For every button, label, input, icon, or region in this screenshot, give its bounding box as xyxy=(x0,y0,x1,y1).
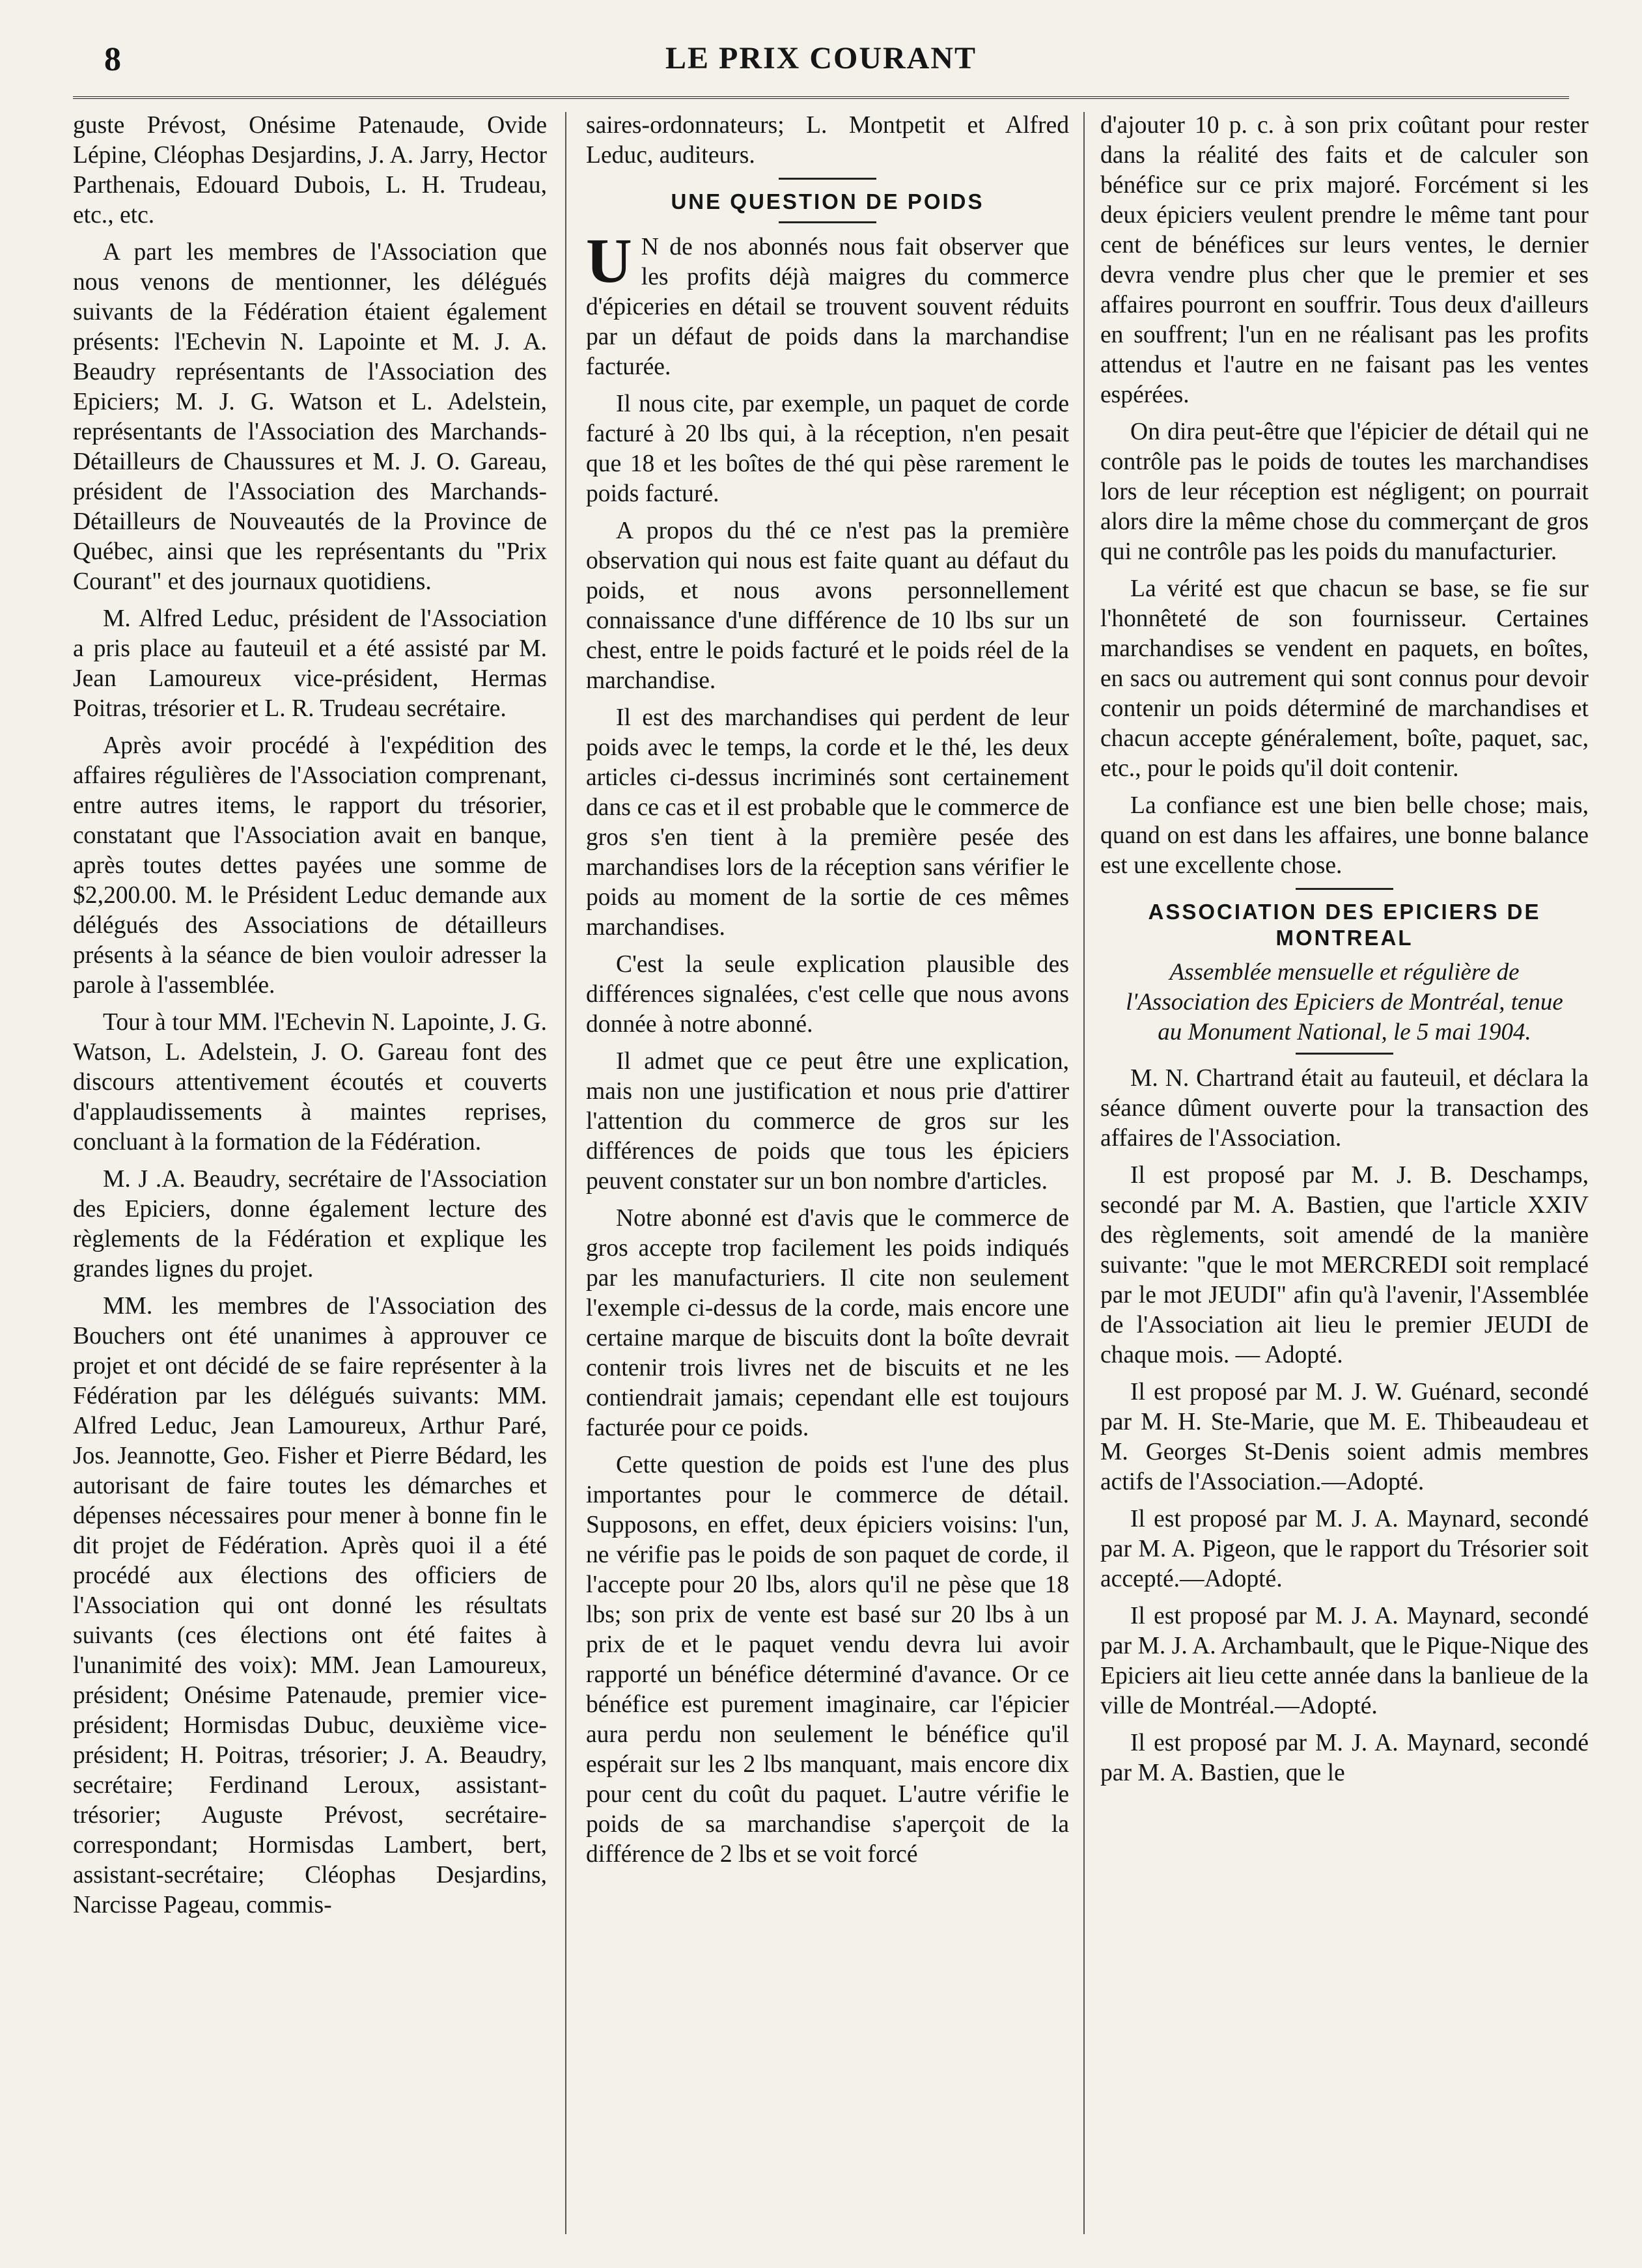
journal-title: LE PRIX COURANT xyxy=(665,41,977,76)
section-divider xyxy=(1296,888,1393,890)
section-divider xyxy=(779,221,876,223)
column-left xyxy=(73,111,547,2230)
column-middle xyxy=(586,111,1069,2230)
paragraph: Il est proposé par M. J. A. Maynard, secondé par M. A. Pigeon, que le rapport du Trésorier soit accepté.—Adopté. xyxy=(1100,1506,1589,1592)
paragraph: guste Prévost, Onésime Patenaude, Ovide Lépine, Cléophas Desjardins, J. A. Jarry, Hector Parthenais, Edouard Dubois, L. H. Trudeau, etc., etc. xyxy=(73,112,547,228)
paragraph: saires-ordonnateurs; L. Montpetit et Alfred Leduc, auditeurs. xyxy=(586,112,1069,169)
column-rule xyxy=(565,112,566,2234)
paragraph: M. J .A. Beaudry, secrétaire de l'Association des Epiciers, donne également lecture des règlements de la Fédération et explique les grandes lignes du projet. xyxy=(73,1166,547,1282)
paragraph: MM. les membres de l'Association des Bouchers ont été unanimes à approuver ce projet et ont décidé de se faire représenter à la Fédération par les délégués suivants: MM. Alfred Leduc, Jean Lamoureux, Arthur Paré, Jos. Jeannotte, Geo. Fisher et Pierre Bédard, les autorisant de faire toutes les démarches et dépenses nécessaires pour mener à bonne fin le dit projet de Fédération. Après quoi il a été procédé aux élections des officiers de l'Association qui ont donné les résultats suivants (ces élections ont été faites à l'unanimité des voix): MM. Jean Lamoureux, président; Onésime Patenaude, premier vice-président; Hormisdas Dubuc, deuxième vice-président; H. Poitras, trésorier; J. A. Beaudry, secrétaire; Ferdinand Leroux, assistant-trésorier; Auguste Prévost, secrétaire-correspondant; Hormisdas Lambert, bert, assistant-secrétaire; Cléophas Desjardins, Narcisse Pageau, commis- xyxy=(73,1293,547,1918)
page-number: 8 xyxy=(104,41,121,78)
section-divider xyxy=(1296,1053,1393,1055)
paragraph: d'ajouter 10 p. c. à son prix coûtant pour rester dans la réalité des faits et de calculer son bénéfice sur ce prix majoré. Forcément si les deux épiciers veulent prendre le même tant pour cent de bénéfices sur leurs ventes, le dernier devra vendre plus cher que le premier et ses affaires pourront en souffrir. Tous deux d'ailleurs en souffrent; l'un en ne réalisant pas les profits attendus et l'autre en ne faisant pas les ventes espérées. xyxy=(1100,112,1589,408)
paragraph: M. Alfred Leduc, président de l'Association a pris place au fauteuil et a été assisté par M. Jean Lamoureux vice-président, Hermas Poitras, trésorier et L. R. Trudeau secrétaire. xyxy=(73,605,547,722)
article-headline: UNE QUESTION DE POIDS xyxy=(671,189,984,214)
paragraph: Tour à tour MM. l'Echevin N. Lapointe, J. G. Watson, L. Adelstein, J. O. Gareau font des discours attentivement écoutés et couverts d'applaudissements à maintes reprises, concluant à la formation de la Fédération. xyxy=(73,1009,547,1155)
column-rule xyxy=(1083,112,1085,2234)
paragraph: Il est des marchandises qui perdent de leur poids avec le temps, la corde et le thé, les deux articles ci-dessus incriminés sont certainement dans ce cas et il est probable que le commerce de gros s'en tient à la première pesée des marchandises lors de la réception sans vérifier le poids au moment de la sortie de ces mêmes marchandises. xyxy=(586,704,1069,941)
paragraph: Notre abonné est d'avis que le commerce de gros accepte trop facilement les poids indiqués par les manufacturiers. Il cite non seulement l'exemple ci-dessus de la corde, mais encore une certaine marque de biscuits dont la boîte devrait contenir trois livres net de biscuits et ne les contiendrait jamais; cependant elle est toujours facturée pour ce poids. xyxy=(586,1205,1069,1441)
paragraph: La confiance est une bien belle chose; mais, quand on est dans les affaires, une bonne balance est une excellente chose. xyxy=(1100,792,1589,879)
article-first-paragraph xyxy=(586,226,1069,382)
paragraph: Il admet que ce peut être une explication, mais non une justification et nous prie d'attirer l'attention du commerce de gros sur les différences de poids que tous les épiciers peuvent constater sur un bon nombre d'articles. xyxy=(586,1048,1069,1195)
paragraph: Il nous cite, par exemple, un paquet de corde facturé à 20 lbs qui, à la réception, n'en pesait que 18 et les boîtes de thé qui pèse rarement le poids facturé. xyxy=(586,391,1069,507)
paragraph: Il est proposé par M. J. A. Maynard, secondé par M. A. Bastien, que le xyxy=(1100,1730,1589,1786)
paragraph: Il est proposé par M. J. W. Guénard, secondé par M. H. Ste-Marie, que M. E. Thibeaudeau et M. Georges St-Denis soient admis membres actifs de l'Association.—Adopté. xyxy=(1100,1379,1589,1495)
column-right xyxy=(1100,111,1589,2230)
first-paragraph-text: N de nos abonnés nous fait observer que les profits déjà maigres du commerce d'épiceries en détail se trouvent souvent réduits par un défaut de poids dans la marchandise facturée. xyxy=(586,234,1069,380)
paragraph: Après avoir procédé à l'expédition des affaires régulières de l'Association comprenant, entre autres items, le rapport du trésorier, constatant que l'Association avait en banque, après toutes dettes payées une somme de $2,200.00. M. le Président Leduc demande aux délégués des Associations de détailleurs présents à la séance de bien vouloir adresser la parole à l'assemblée. xyxy=(73,732,547,999)
paragraph: A part les membres de l'Association que nous venons de mentionner, les délégués suivants de la Fédération étaient également présents: l'Echevin N. Lapointe et M. J. A. Beaudry représentants de l'Association des Epiciers; M. J. G. Watson et L. Adelstein, représentants de l'Association des Marchands-Détailleurs de Chaussures et M. J. O. Gareau, président de l'Association des Marchands-Détailleurs de Nouveautés de la Province de Québec, ainsi que les représentants du "Prix Courant" et des journaux quotidiens. xyxy=(73,239,547,595)
paragraph: C'est la seule explication plausible des différences signalées, c'est celle que nous avons donnée à notre abonné. xyxy=(586,951,1069,1038)
paragraph: Il est proposé par M. J. A. Maynard, secondé par M. J. A. Archambault, que le Pique-Nique des Epiciers ait lieu cette année dans la banlieue de la ville de Montréal.—Adopté. xyxy=(1100,1603,1589,1719)
paragraph: Il est proposé par M. J. B. Deschamps, secondé par M. A. Bastien, que l'article XXIV des règlements, soit amendé de la manière suivante: "que le mot MERCREDI soit remplacé par le mot JEUDI" afin qu'à l'avenir, l'Assemblée de l'Association ait lieu le premier JEUDI de chaque mois. — Adopté. xyxy=(1100,1162,1589,1368)
paragraph: La vérité est que chacun se base, se fie sur l'honnêteté de son fournisseur. Certaines marchandises se vendent en paquets, en boîtes, en sacs ou autrement qui sont connus pour devoir contenir un poids déterminé de marchandises et chacun accepte généralement, boîte, paquet, sac, etc., pour le poids qu'il doit contenir. xyxy=(1100,575,1589,782)
drop-cap: U xyxy=(586,226,632,296)
paragraph: On dira peut-être que l'épicier de détail qui ne contrôle pas le poids de toutes les marchandises lors de leur réception est négligent; on pourrait alors dire la même chose du commerçant de gros qui ne contrôle pas les poids du manufacturier. xyxy=(1100,419,1589,565)
section-divider xyxy=(779,178,876,180)
running-head xyxy=(91,40,1551,86)
paragraph: Cette question de poids est l'une des plus importantes pour le commerce de détail. Supposons, en effet, deux épiciers voisins: l'un, ne vérifie pas le poids de son paquet de corde, il l'accepte pour 20 lbs, alors qu'il ne pèse que 18 lbs; son prix de vente est basé sur 20 lbs à un prix de et le paquet vendu devra lui avoir rapporté un bénéfice déterminé d'avance. Or ce bénéfice est purement imaginaire, car l'épicier aura perdu non seulement le bénéfice qu'il espérait sur les 2 lbs manquant, mais encore dix pour cent du coût du paquet. L'autre vérifie le poids de sa marchandise s'aperçoit de la différence de 2 lbs et se voit forcé xyxy=(586,1452,1069,1868)
article-headline: ASSOCIATION DES EPICIERS DE MONTREAL xyxy=(1148,900,1541,950)
paragraph: A propos du thé ce n'est pas la première observation qui nous est faite quant au défaut du poids, et nous avons personnellement connaissance d'une différence de 10 lbs sur un chest, entre le poids facturé et le poids réel de la marchandise. xyxy=(586,518,1069,694)
article-subheading: Assemblée mensuelle et régulière de l'Association des Epiciers de Montréal, tenue au Monument National, le 5 mai 1904. xyxy=(1126,959,1563,1045)
header-rule xyxy=(73,96,1569,102)
paragraph: M. N. Chartrand était au fauteuil, et déclara la séance dûment ouverte pour la transaction des affaires de l'Association. xyxy=(1100,1065,1589,1152)
